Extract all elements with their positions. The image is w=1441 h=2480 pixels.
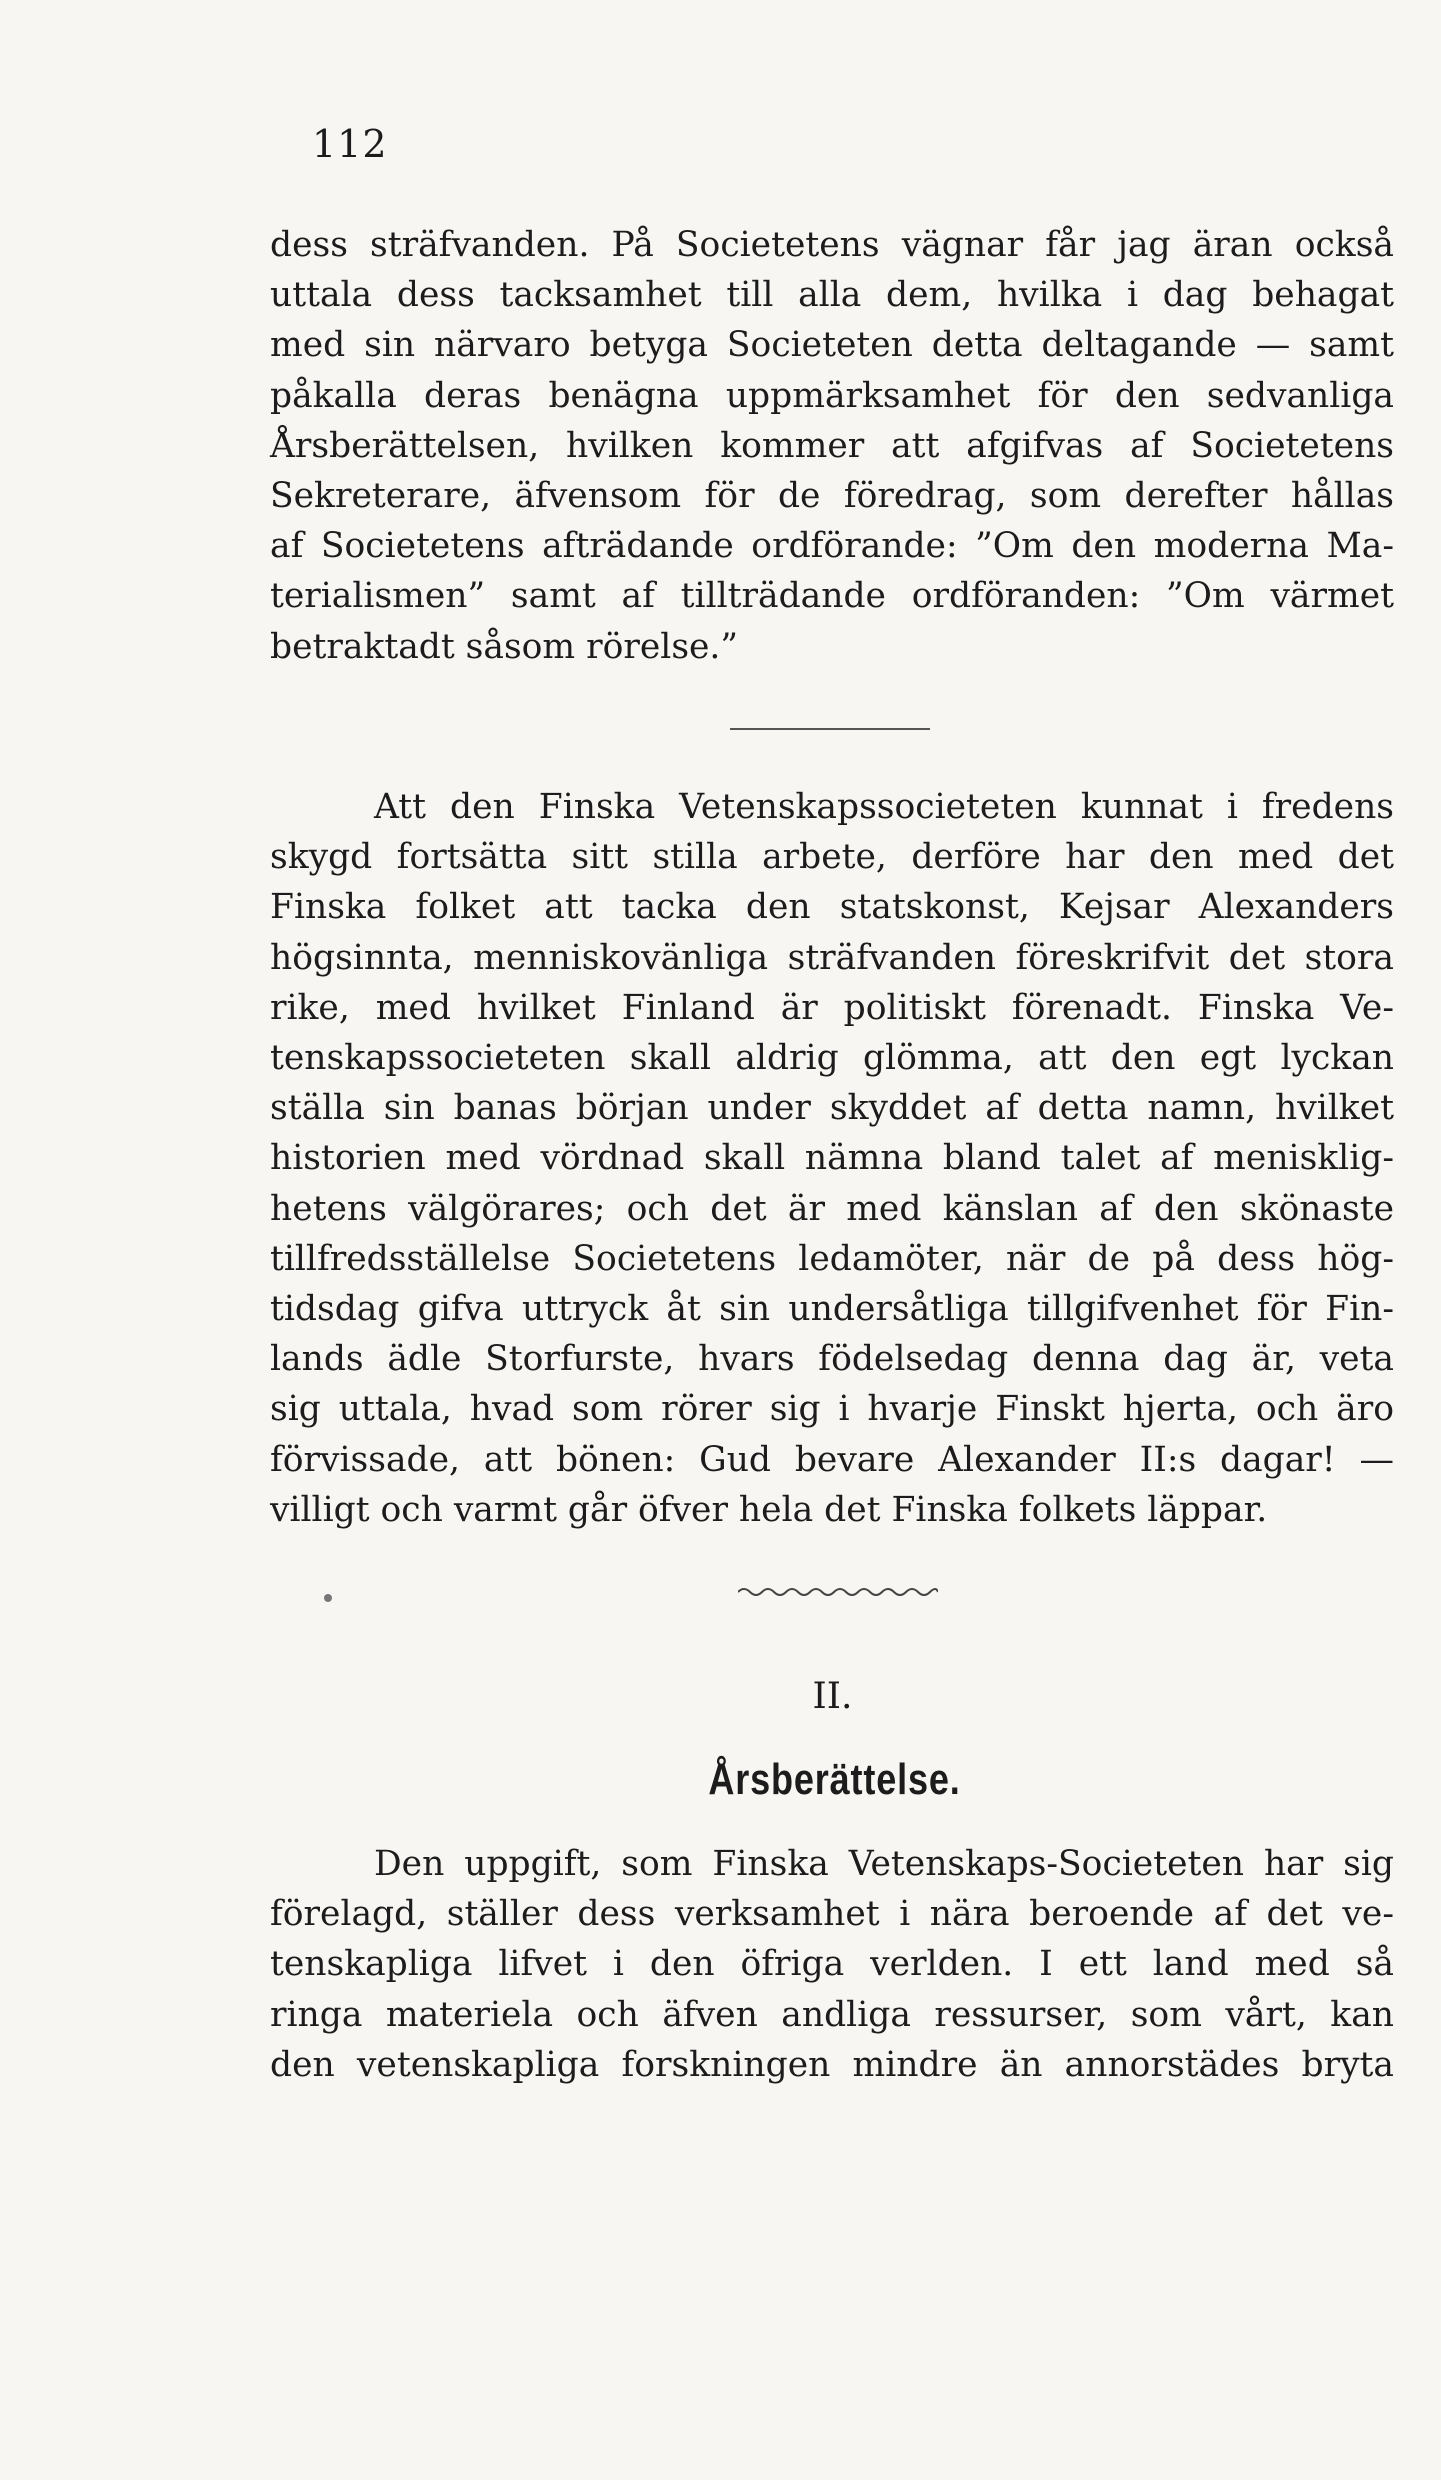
text-line: lands ädle Storfurste, hvars födelsedag denna dag är, veta [270, 1339, 1394, 1380]
text-line: förelagd, ställer dess verksamhet i nära beroende af det ve- [270, 1894, 1394, 1935]
ink-dot [324, 1594, 332, 1602]
text-line: rike, med hvilket Finland är politiskt förenadt. Finska Ve- [270, 987, 1394, 1028]
text-line: Den uppgift, som Finska Vetenskaps-Societeten har sig [374, 1844, 1394, 1884]
text-line: tenskapssocieteten skall aldrig glömma, att den egt lyckan [270, 1038, 1394, 1079]
text-line: tidsdag gifva uttryck åt sin undersåtliga tillgifvenhet för Fin- [270, 1289, 1394, 1330]
text-line: den vetenskapliga forskningen mindre än annorstädes bryta [270, 2044, 1394, 2085]
text-line: dess sträfvanden. På Societetens vägnar får jag äran också [270, 225, 1394, 265]
wavy-divider-rule [738, 1584, 938, 1600]
paragraph-tribute [270, 782, 1394, 1535]
text-line: med sin närvaro betyga Societeten detta deltagande — samt [270, 325, 1394, 366]
text-line: skygd fortsätta sitt stilla arbete, derföre har den med det [270, 837, 1394, 878]
text-line: ringa materiela och äfven andliga ressurser, som vårt, kan [270, 1994, 1394, 2035]
text-line: Årsberättelsen, hvilken kommer att afgifvas af Societetens [270, 425, 1394, 466]
text-line: historien med vördnad skall nämna bland talet af menisklig- [270, 1138, 1394, 1179]
text-line: sig uttala, hvad som rörer sig i hvarje Finskt hjerta, och äro [270, 1389, 1394, 1430]
text-line: terialismen” samt af tillträdande ordföranden: ”Om värmet [270, 576, 1394, 617]
text-line: hetens välgörares; och det är med känslan af den skönaste [270, 1188, 1394, 1229]
section-title: Årsberättelse. [708, 1755, 961, 1804]
text-line: förvissade, att bönen: Gud bevare Alexander II:s dagar! — [270, 1439, 1394, 1480]
text-line: ställa sin banas början under skyddet af detta namn, hvilket [270, 1088, 1394, 1129]
page-number: 112 [312, 122, 388, 166]
text-line: tenskapliga lifvet i den öfriga verlden. I ett land med så [270, 1944, 1394, 1985]
text-line: Sekreterare, äfvensom för de föredrag, som derefter hållas [270, 476, 1394, 517]
section-divider-rule [730, 728, 930, 730]
text-line: påkalla deras benägna uppmärksamhet för den sedvanliga [270, 375, 1394, 416]
text-line: Finska folket att tacka den statskonst, Kejsar Alexanders [270, 887, 1394, 928]
text-line: af Societetens afträdande ordförande: ”Om den moderna Ma- [270, 526, 1394, 567]
section-number: II. [812, 1676, 853, 1717]
text-line: uttala dess tacksamhet till alla dem, hvilka i dag behagat [270, 275, 1394, 316]
paragraph-report [270, 1839, 1394, 2090]
text-line: högsinnta, menniskovänliga sträfvanden föreskrifvit det stora [270, 937, 1394, 978]
text-line: betraktadt såsom rörelse.” [270, 626, 739, 667]
text-line: Att den Finska Vetenskapssocieteten kunnat i fredens [374, 787, 1394, 827]
text-line: tillfredsställelse Societetens ledamöter, när de på dess hög- [270, 1238, 1394, 1279]
paragraph-intro [270, 220, 1394, 672]
text-line: villigt och varmt går öfver hela det Finska folkets läppar. [270, 1489, 1268, 1530]
